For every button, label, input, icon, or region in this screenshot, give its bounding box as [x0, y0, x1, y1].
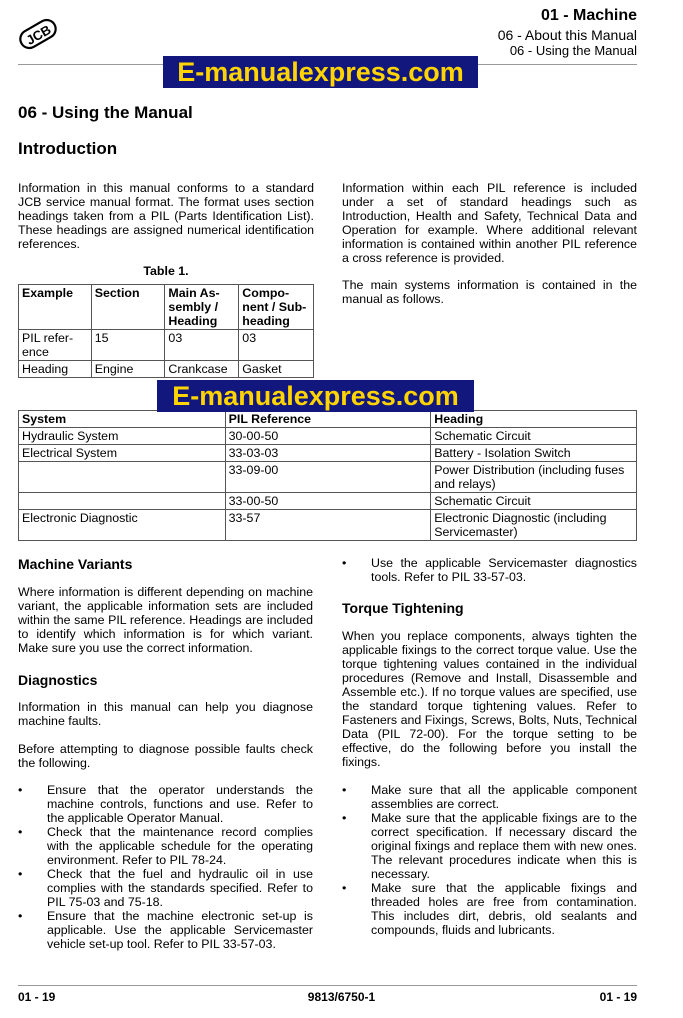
- diagnostics-checklist-continued: [342, 556, 637, 584]
- table-cell: Crankcase: [165, 361, 239, 378]
- table1-caption: Table 1.: [143, 264, 189, 278]
- machine-variants-heading: Machine Variants: [18, 556, 133, 572]
- table-cell: [19, 462, 226, 493]
- watermark-banner[interactable]: E-manualexpress.com: [157, 380, 474, 412]
- table-row: [19, 462, 637, 493]
- table-cell: Heading: [19, 361, 92, 378]
- table-cell: 03: [165, 330, 239, 361]
- table-cell: Schematic Circuit: [431, 428, 637, 445]
- table-row: [19, 428, 637, 445]
- table-header-cell: Heading: [431, 411, 637, 428]
- table-cell: Hydraulic System: [19, 428, 226, 445]
- table-row: [19, 445, 637, 462]
- table-cell: 15: [91, 330, 165, 361]
- pil-example-table: [18, 284, 314, 378]
- page-title: 06 - Using the Manual: [18, 103, 193, 122]
- list-item: • Make sure that all the applicable component assemblies are correct.: [342, 783, 637, 811]
- diagnostics-checklist: [18, 783, 313, 951]
- torque-tightening-heading: Torque Tightening: [342, 600, 464, 616]
- list-item: • Check that the fuel and hydraulic oil in use complies with the standards specified. Refer to PIL 75-03 and 75-18.: [18, 867, 313, 909]
- list-item: • Ensure that the machine electronic set-up is applicable. Use the applicable Servicemaster vehicle set-up tool. Refer to PIL 33-57-03.: [18, 909, 313, 951]
- bullet-icon: •: [342, 556, 347, 570]
- footer-divider: [18, 985, 637, 986]
- table-cell: 33-09-00: [225, 462, 431, 493]
- table-cell: 30-00-50: [225, 428, 431, 445]
- jcb-logo: [17, 16, 59, 52]
- bullet-icon: •: [342, 783, 347, 797]
- subsection-title: 06 - Using the Manual: [509, 43, 637, 58]
- table-cell: Electrical System: [19, 445, 226, 462]
- table-header-cell: Main As-sembly / Heading: [165, 285, 239, 330]
- table-cell: Engine: [91, 361, 165, 378]
- footer-doc-number: 9813/6750-1: [307, 990, 376, 1004]
- diagnostics-paragraph-2: Before attempting to diagnose possible faults check the following.: [18, 742, 313, 770]
- systems-pil-table: [18, 410, 637, 541]
- bullet-icon: •: [18, 783, 23, 797]
- section-title: 06 - About this Manual: [497, 27, 637, 43]
- footer-page-right: 01 - 19: [599, 990, 637, 1004]
- bullet-icon: •: [18, 825, 23, 839]
- table-cell: 33-57: [225, 510, 431, 541]
- bullet-icon: •: [18, 867, 23, 881]
- table-header-cell: System: [19, 411, 226, 428]
- table-header-row: [19, 285, 314, 330]
- table-cell: 03: [239, 330, 314, 361]
- intro-heading: Introduction: [18, 139, 118, 158]
- table-cell: [19, 493, 226, 510]
- torque-checklist: [342, 783, 637, 937]
- table-row: [19, 361, 314, 378]
- list-item: • Check that the maintenance record complies with the applicable schedule for the operating environment. Refer to PIL 78-24.: [18, 825, 313, 867]
- footer-page-left: 01 - 19: [18, 990, 56, 1004]
- watermark-banner[interactable]: E-manualexpress.com: [163, 56, 478, 88]
- table-cell: PIL refer-ence: [19, 330, 92, 361]
- table-header-cell: Compo-nent / Sub-heading: [239, 285, 314, 330]
- table-row: [19, 510, 637, 541]
- intro-left-paragraph: Information in this manual conforms to a standard JCB service manual format. The format uses section headings taken from a PIL (Parts Identification List). These headings are assigned numerical identification references.: [18, 181, 314, 251]
- list-item: • Make sure that the applicable fixings and threaded holes are free from contamination. This includes dirt, debris, old sealants and compounds, fluids and lubricants.: [342, 881, 637, 937]
- intro-right-paragraph-1: Information within each PIL reference is included under a set of standard headings such as Introduction, Health and Safety, Technical Data and Operation for example. Where additional relevant information is contained within another PIL reference a cross reference is provided.: [342, 181, 637, 265]
- torque-tightening-paragraph: When you replace components, always tighten the applicable fixings to the correct torque value. Use the torque tightening values contained in the individual procedures (Remove and Install, Disassemble and Assemble etc.). If no torque values are specified, use the standard torque tightening values. Refer to Fasteners and Fixings, Screws, Bolts, Nuts, Technical Data (PIL 72-00). For the torque setting to be effective, do the following before you install the fixings.: [342, 629, 637, 769]
- list-item: • Use the applicable Servicemaster diagnostics tools. Refer to PIL 33-57-03.: [342, 556, 637, 584]
- list-item: • Make sure that the applicable fixings are to the correct specification. If necessary discard the original fixings and replace them with new ones. The relevant procedures indicate when this is necessary.: [342, 811, 637, 881]
- list-item: • Ensure that the operator understands the machine controls, functions and use. Refer to the applicable Operator Manual.: [18, 783, 313, 825]
- logo-text: JCB: [23, 21, 54, 48]
- table-cell: Battery - Isolation Switch: [431, 445, 637, 462]
- table-cell: 33-03-03: [225, 445, 431, 462]
- diagnostics-paragraph-1: Information in this manual can help you diagnose machine faults.: [18, 700, 313, 728]
- table-cell: Electronic Diagnostic (including Servicemaster): [431, 510, 637, 541]
- table-row: [19, 330, 314, 361]
- table-header-cell: PIL Reference: [225, 411, 431, 428]
- machine-variants-paragraph: Where information is different depending on machine variant, the applicable information sets are included within the same PIL reference. Headings are included to identify which information is for which variant. Make sure you use the correct information.: [18, 585, 313, 655]
- bullet-icon: •: [342, 811, 347, 825]
- intro-right-paragraph-2: The main systems information is contained in the manual as follows.: [342, 278, 637, 306]
- table-cell: Power Distribution (including fuses and relays): [431, 462, 637, 493]
- table-row: [19, 493, 637, 510]
- diagnostics-heading: Diagnostics: [18, 672, 98, 688]
- bullet-icon: •: [342, 881, 347, 895]
- table-header-row: [19, 411, 637, 428]
- table-cell: Electronic Diagnostic: [19, 510, 226, 541]
- table-header-cell: Section: [91, 285, 165, 330]
- table-cell: Gasket: [239, 361, 314, 378]
- table-cell: 33-00-50: [225, 493, 431, 510]
- bullet-icon: •: [18, 909, 23, 923]
- table-header-cell: Example: [19, 285, 92, 330]
- chapter-title: 01 - Machine: [540, 7, 637, 24]
- table-cell: Schematic Circuit: [431, 493, 637, 510]
